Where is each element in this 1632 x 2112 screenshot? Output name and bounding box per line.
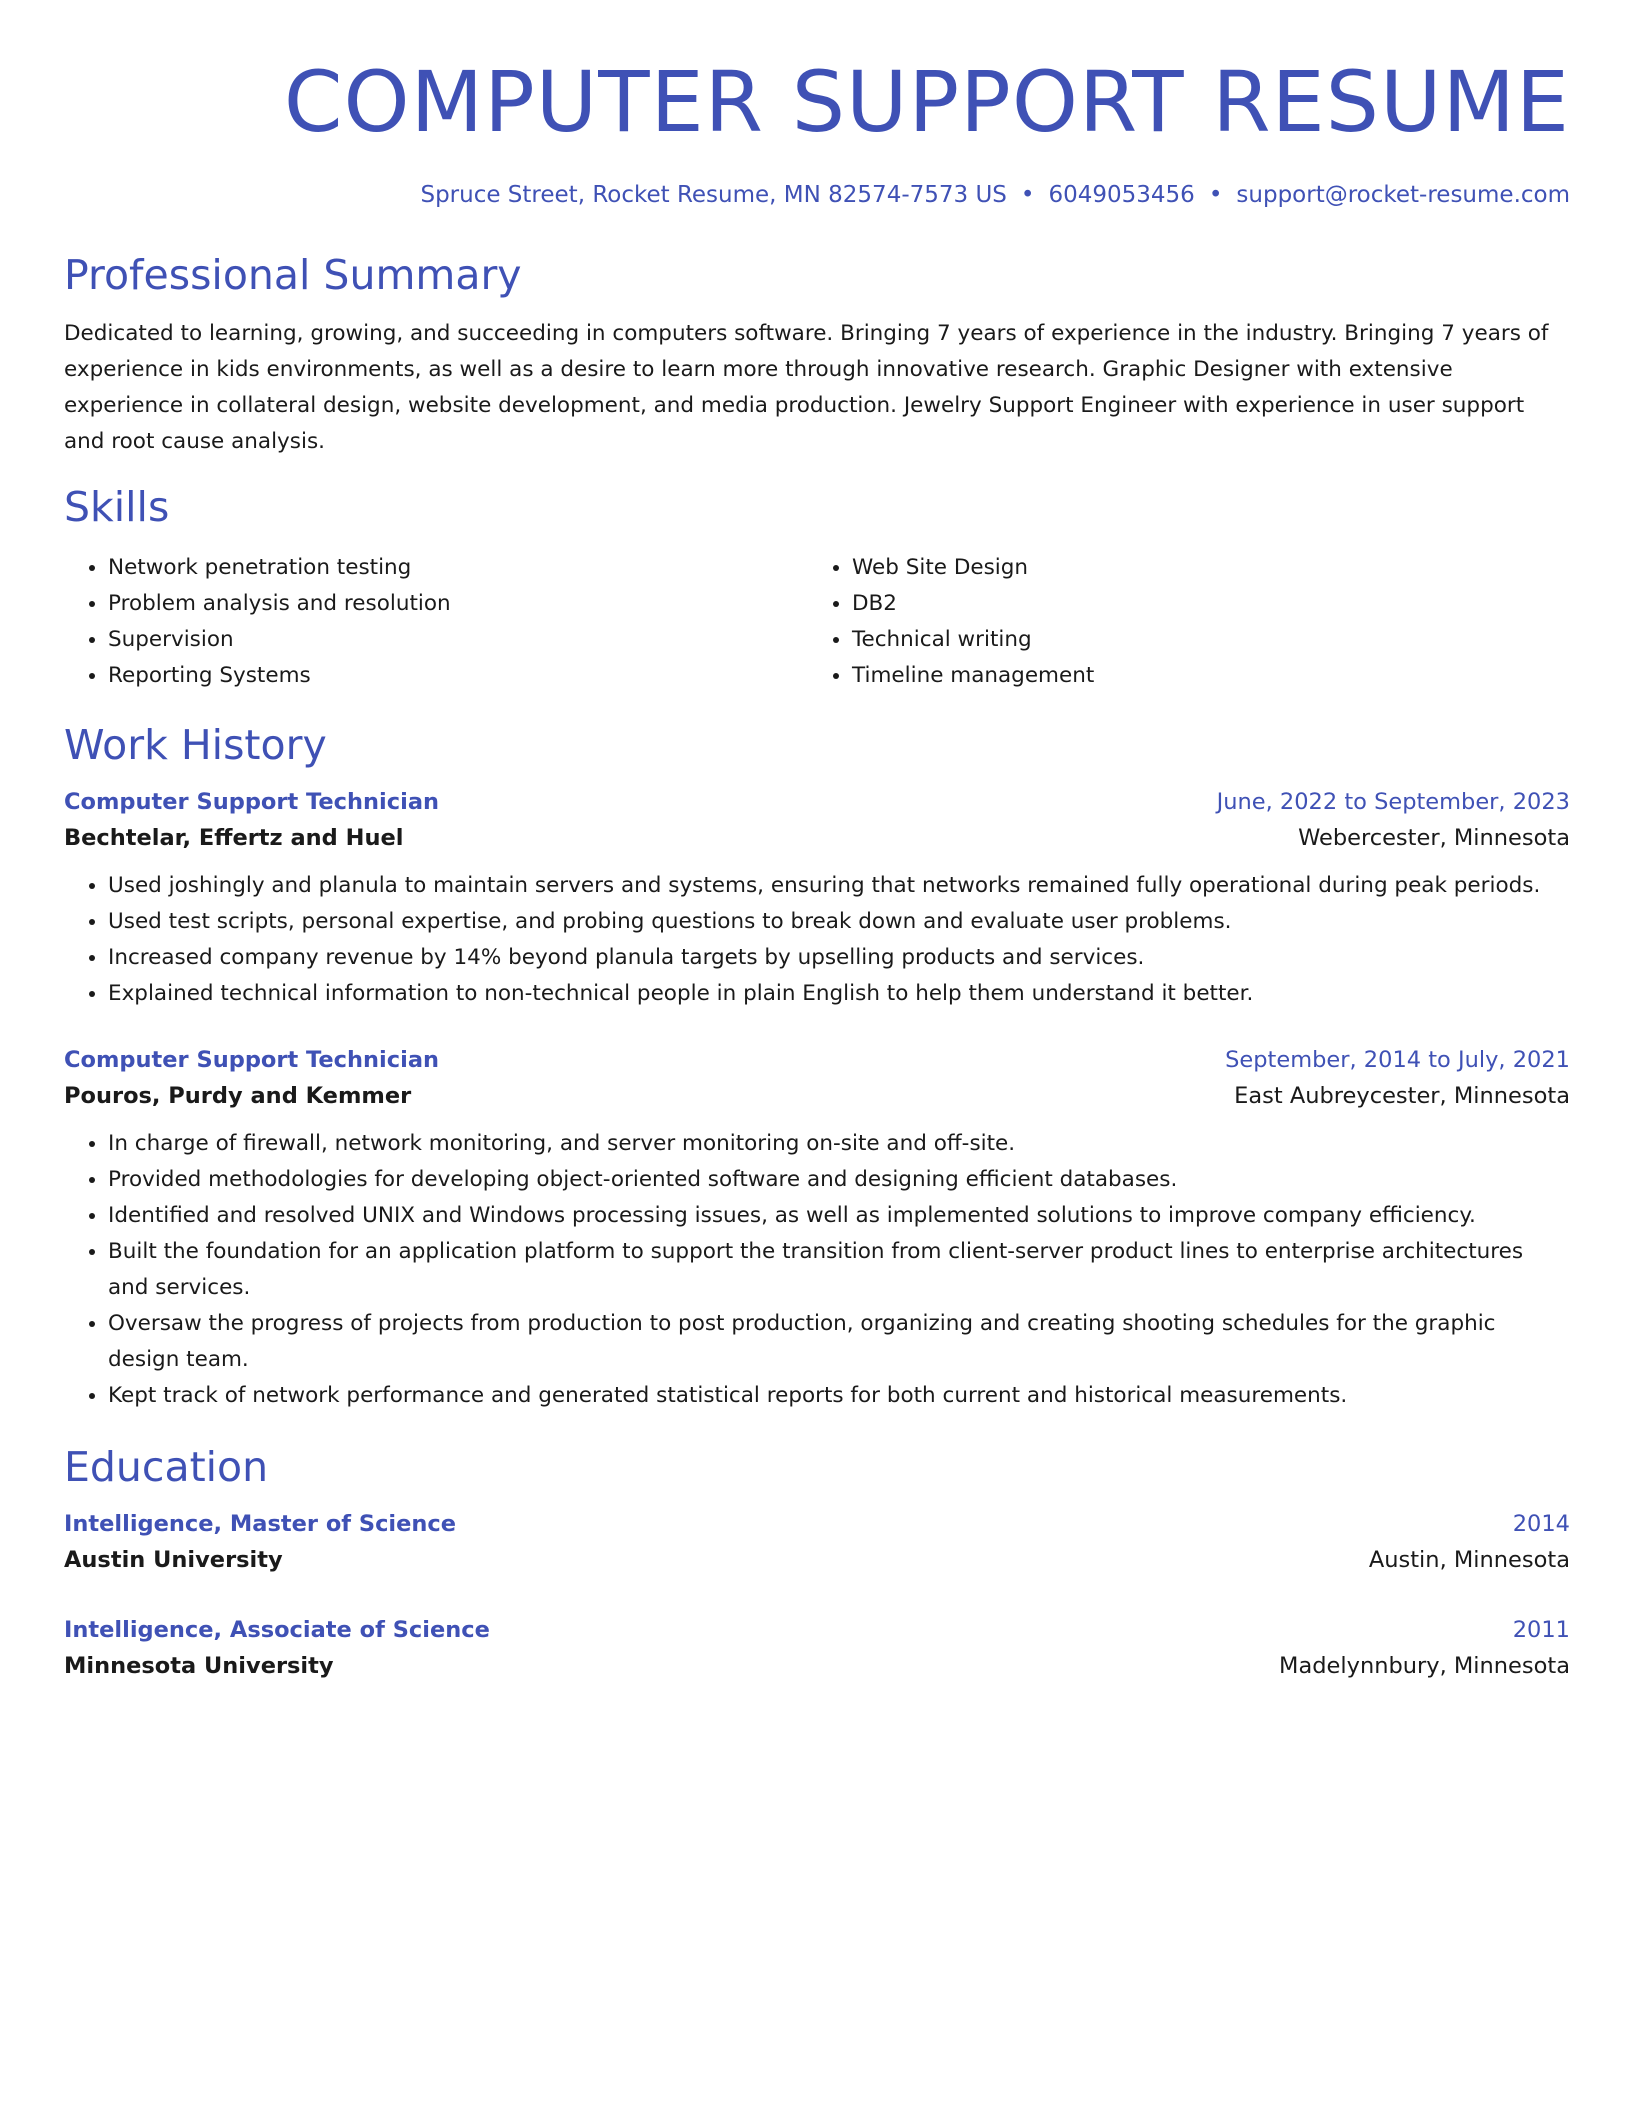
skill-item: • Network penetration testing [108, 550, 808, 586]
job-title: Computer Support Technician [64, 1047, 440, 1073]
education-entry [64, 1506, 1570, 1578]
job-company: Bechtelar, Effertz and Huel [64, 825, 404, 851]
job-bullet: • Provided methodologies for developing object-oriented software and designing efficient databases. [108, 1162, 1570, 1198]
job-bullets [64, 868, 1570, 1012]
skill-item: • Technical writing [852, 622, 1552, 658]
job-location: Webercester, Minnesota [1298, 825, 1570, 851]
job-bullet: • In charge of firewall, network monitoring, and server monitoring on-site and off-site. [108, 1126, 1570, 1162]
education-header-row [64, 1612, 1570, 1648]
skill-item: • Reporting Systems [108, 658, 808, 694]
job-dates: September, 2014 to July, 2021 [1225, 1047, 1570, 1073]
job-company: Pouros, Purdy and Kemmer [64, 1083, 412, 1109]
education-location: Austin, Minnesota [1368, 1547, 1570, 1573]
contact-address: Spruce Street, Rocket Resume, MN 82574-7573 US [420, 182, 1007, 208]
job-location: East Aubreycester, Minnesota [1234, 1083, 1570, 1109]
education-header-row [64, 1506, 1570, 1542]
job-bullet: • Kept track of network performance and generated statistical reports for both current and historical measurements. [108, 1378, 1570, 1414]
work-history-heading: Work History [64, 721, 327, 769]
job-entry [64, 784, 1570, 1012]
education-entry [64, 1612, 1570, 1684]
job-bullet: • Used test scripts, personal expertise, and probing questions to break down and evaluate user problems. [108, 904, 1570, 940]
education-degree: Intelligence, Associate of Science [64, 1617, 490, 1643]
job-dates: June, 2022 to September, 2023 [1216, 789, 1570, 815]
contact-phone: 6049053456 [1048, 182, 1195, 208]
contact-separator: • [1020, 182, 1035, 208]
summary-text: Dedicated to learning, growing, and succeeding in computers software. Bringing 7 years of experience in the industry. Bringing 7 years of experience in kids environments, as well as a desire to learn more through innovative research. Graphic Designer with extensive experience in collateral design, website development, and media production. Jewelry Support Engineer with experience in user support and root cause analysis. [64, 321, 1549, 454]
job-company-row [64, 820, 1570, 856]
education-school: Austin University [64, 1547, 283, 1573]
skills-heading: Skills [64, 483, 170, 531]
job-bullet: • Oversaw the progress of projects from production to post production, organizing and creating shooting schedules for the graphic design team. [108, 1306, 1570, 1378]
education-school: Minnesota University [64, 1653, 334, 1679]
skills-column-right [808, 550, 1552, 694]
skill-item: • Web Site Design [852, 550, 1552, 586]
job-title: Computer Support Technician [64, 789, 440, 815]
job-bullet: • Identified and resolved UNIX and Windows processing issues, as well as implemented solutions to improve company efficiency. [108, 1198, 1570, 1234]
job-bullets [64, 1126, 1570, 1414]
education-year: 2014 [1512, 1511, 1570, 1537]
job-header-row [64, 1042, 1570, 1078]
education-year: 2011 [1512, 1617, 1570, 1643]
education-school-row [64, 1648, 1570, 1684]
job-header-row [64, 784, 1570, 820]
skill-item: • Problem analysis and resolution [108, 586, 808, 622]
contact-email[interactable]: support@rocket-resume.com [1236, 182, 1570, 208]
job-bullet: • Used joshingly and planula to maintain servers and systems, ensuring that networks remained fully operational during peak periods. [108, 868, 1570, 904]
skills-column-left [64, 550, 808, 694]
skill-item: • DB2 [852, 586, 1552, 622]
education-degree: Intelligence, Master of Science [64, 1511, 457, 1537]
education-location: Madelynnbury, Minnesota [1279, 1653, 1570, 1679]
resume-page [64, 0, 1570, 1684]
job-company-row [64, 1078, 1570, 1114]
education-school-row [64, 1542, 1570, 1578]
summary-heading: Professional Summary [64, 251, 522, 299]
contact-line [64, 180, 1570, 210]
contact-separator: • [1208, 182, 1223, 208]
job-bullet: • Built the foundation for an application platform to support the transition from client-server product lines to enterprise architectures and services. [108, 1234, 1570, 1306]
job-bullet: • Increased company revenue by 14% beyond planula targets by upselling products and services. [108, 940, 1570, 976]
skills-list [64, 550, 1570, 694]
education-heading: Education [64, 1443, 269, 1491]
skill-item: • Supervision [108, 622, 808, 658]
resume-title: COMPUTER SUPPORT RESUME [283, 53, 1570, 151]
job-bullet: • Explained technical information to non-technical people in plain English to help them understand it better. [108, 976, 1570, 1012]
skill-item: • Timeline management [852, 658, 1552, 694]
job-entry [64, 1042, 1570, 1414]
